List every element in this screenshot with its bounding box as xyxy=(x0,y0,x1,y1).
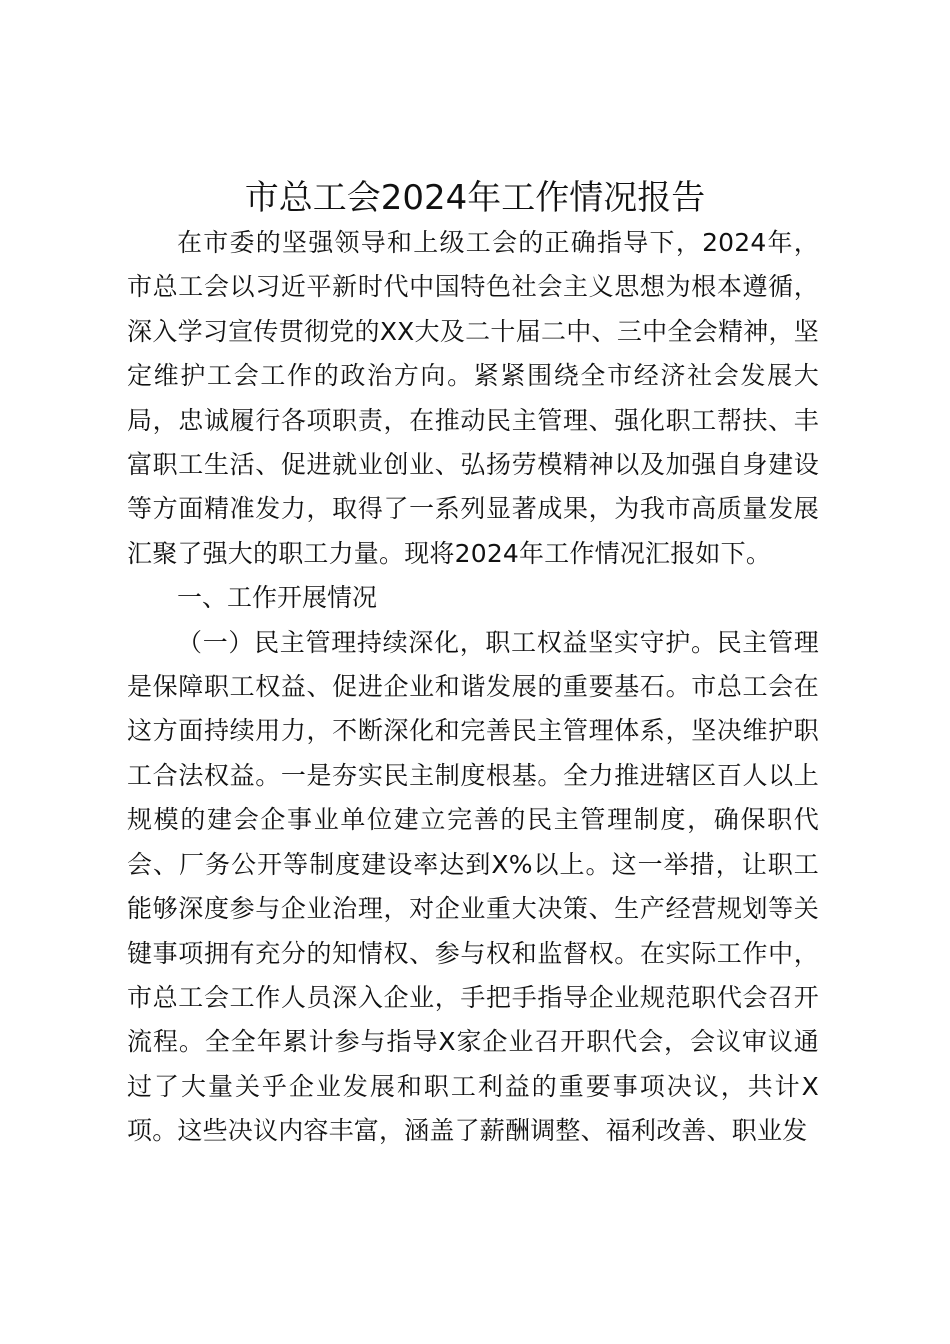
document-body xyxy=(127,176,819,1154)
document-title: 市总工会2024年工作情况报告 xyxy=(244,178,706,218)
section-paragraph: （一）民主管理持续深化，职工权益坚实守护。民主管理是保障职工权益、促进企业和谐发展的重要基石。市总工会在这方面持续用力，不断深化和完善民主管理体系，坚决维护职工合法权益。一是夯实民主制度根基。全力推进辖区百人以上规模的建会企事业单位建立完善的民主管理制度，确保职代会、厂务公开等制度建设率达到X%以上。这一举措，让职工能够深度参与企业治理，对企业重大决策、生产经营规划等关键事项拥有充分的知情权、参与权和监督权。在实际工作中，市总工会工作人员深入企业，手把手指导企业规范职代会召开流程。全全年累计参与指导X家企业召开职代会，会议审议通过了大量关乎企业发展和职工利益的重要事项决议，共计X项。这些决议内容丰富，涵盖了薪酬调整、福利改善、职业发 xyxy=(127,627,819,1146)
intro-paragraph: 在市委的坚强领导和上级工会的正确指导下，2024年，市总工会以习近平新时代中国特色社会主义思想为根本遵循，深入学习宣传贯彻党的XX大及二十届二中、三中全会精神，坚定维护工会工作的政治方向。紧紧围绕全市经济社会发展大局，忠诚履行各项职责，在推动民主管理、强化职工帮扶、丰富职工生活、促进就业创业、弘扬劳模精神以及加强自身建设等方面精准发力，取得了一系列显著成果，为我市高质量发展汇聚了强大的职工力量。现将2024年工作情况汇报如下。 xyxy=(127,228,819,568)
section-heading: 一、工作开展情况 xyxy=(177,583,378,613)
